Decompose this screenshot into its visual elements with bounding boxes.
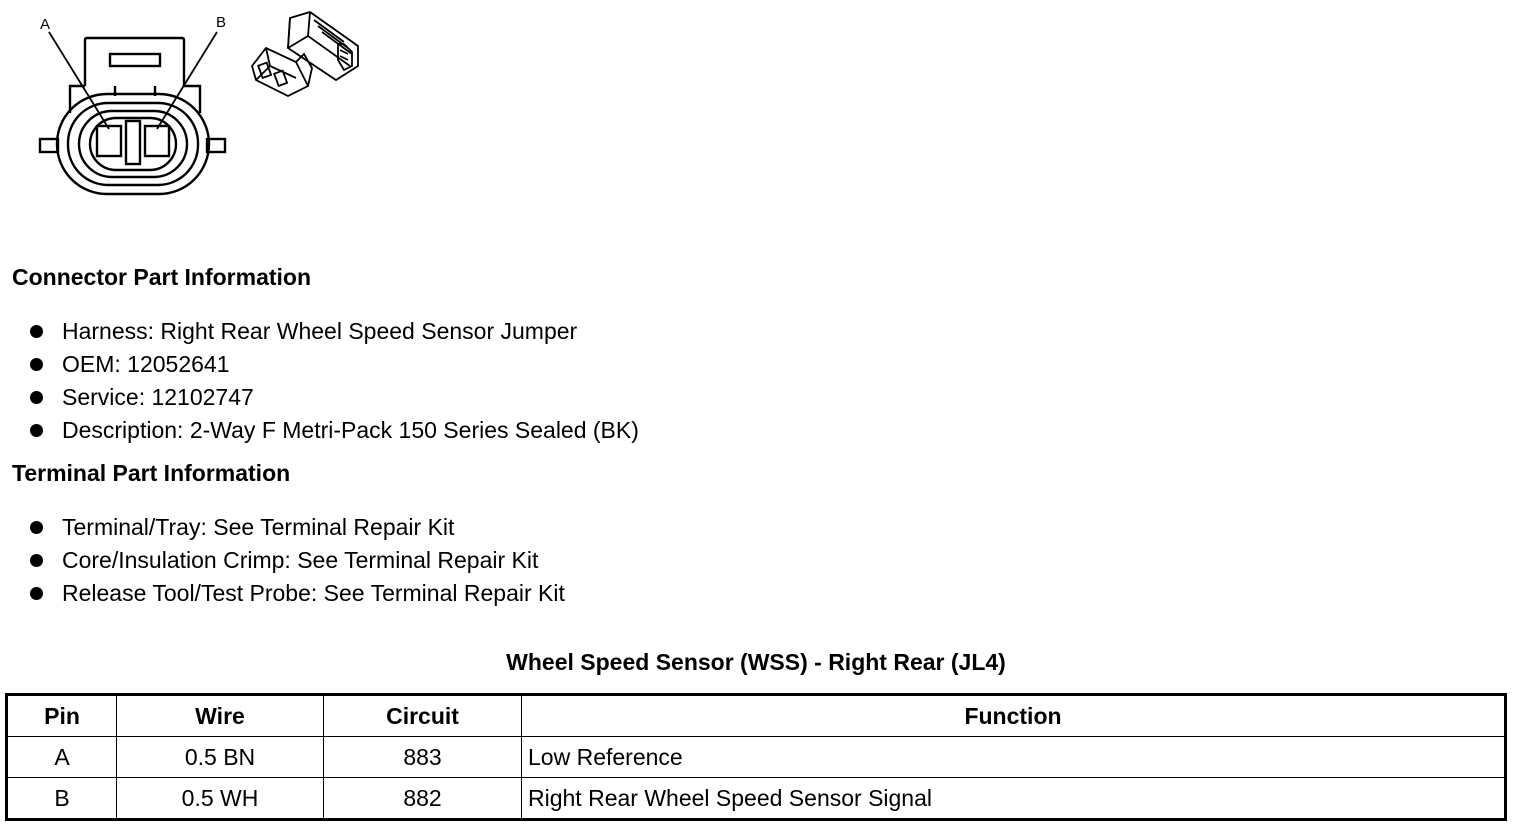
list-item-text: Release Tool/Test Probe: See Terminal Repair Kit <box>62 580 565 606</box>
bullet-icon <box>30 521 43 534</box>
terminal-part-info-list <box>30 511 565 610</box>
connector-isometric-image <box>252 12 358 96</box>
column-header-circuit: Circuit <box>324 695 522 737</box>
bullet-icon <box>30 587 43 600</box>
bullet-icon <box>30 391 43 404</box>
connector-part-info-heading: Connector Part Information <box>12 264 312 290</box>
list-item <box>30 315 639 348</box>
bullet-icon <box>30 325 43 338</box>
column-header-function: Function <box>522 695 1506 737</box>
list-item <box>30 414 639 447</box>
cell-circuit: 882 <box>324 778 522 820</box>
table-row <box>7 778 1506 820</box>
list-item-text: Description: 2-Way F Metri-Pack 150 Series Sealed (BK) <box>62 417 639 443</box>
table-row <box>7 737 1506 778</box>
connector-face-svg <box>30 8 365 203</box>
cell-wire: 0.5 WH <box>117 778 324 820</box>
list-item-text: Terminal/Tray: See Terminal Repair Kit <box>62 514 455 540</box>
list-item-text: Core/Insulation Crimp: See Terminal Repair Kit <box>62 547 539 573</box>
list-item <box>30 348 639 381</box>
pinout-table <box>5 693 1507 821</box>
bullet-icon <box>30 424 43 437</box>
bullet-icon <box>30 358 43 371</box>
bullet-icon <box>30 554 43 567</box>
list-item <box>30 577 565 610</box>
list-item-text: Service: 12102747 <box>62 384 254 410</box>
table-caption: Wheel Speed Sensor (WSS) - Right Rear (JL4) <box>506 649 1006 675</box>
connector-part-info-list <box>30 315 639 447</box>
cell-pin: B <box>7 778 117 820</box>
column-header-wire: Wire <box>117 695 324 737</box>
terminal-part-info-heading: Terminal Part Information <box>12 460 291 486</box>
pin-b-label: B <box>215 14 227 31</box>
table-header-row <box>7 695 1506 737</box>
list-item <box>30 511 565 544</box>
list-item <box>30 381 639 414</box>
list-item <box>30 544 565 577</box>
pin-a-label: A <box>39 16 51 33</box>
cell-pin: A <box>7 737 117 778</box>
cell-circuit: 883 <box>324 737 522 778</box>
list-item-text: Harness: Right Rear Wheel Speed Sensor Jumper <box>62 318 578 344</box>
cell-function: Low Reference <box>522 737 1506 778</box>
column-header-pin: Pin <box>7 695 117 737</box>
cell-function: Right Rear Wheel Speed Sensor Signal <box>522 778 1506 820</box>
list-item-text: OEM: 12052641 <box>62 351 230 377</box>
cell-wire: 0.5 BN <box>117 737 324 778</box>
connector-diagram <box>30 8 365 203</box>
